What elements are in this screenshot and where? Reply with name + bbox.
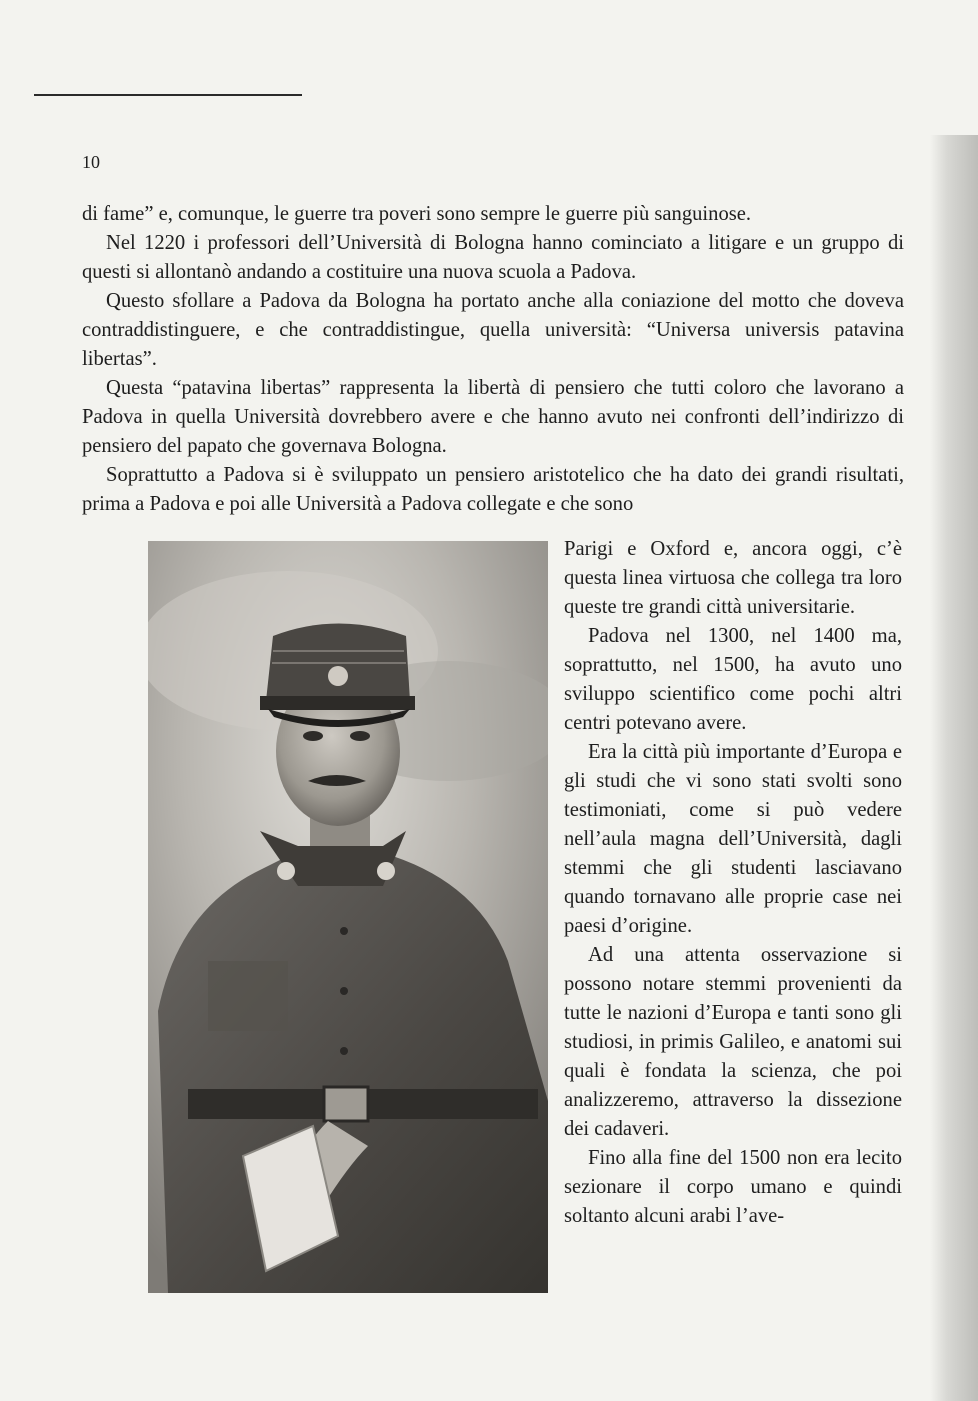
portrait-photo [148, 541, 548, 1293]
page-number: 10 [82, 152, 100, 172]
narrow-column-text [564, 535, 902, 1230]
paragraph: Questo sfollare a Padova da Bologna ha portato anche alla coniazione del motto che doveva contraddistinguere, e che contraddistingue, quella università: “Universa universis patavina libertas”. [82, 290, 904, 370]
paragraph: Fino alla fine del 1500 non era lecito sezionare il corpo umano e quindi soltanto alcuni arabi l’ave- [564, 1147, 902, 1227]
paragraph: Nel 1220 i professori dell’Università di Bologna hanno cominciato a litigare e un gruppo di questi si allontanò andando a costituire una nuova scuola a Padova. [82, 232, 904, 283]
page-shade [930, 135, 978, 1401]
paragraph: di fame” e, comunque, le guerre tra poveri sono sempre le guerre più sanguinose. [82, 203, 752, 225]
paragraph: Era la città più importante d’Europa e gli studi che vi sono stati svolti sono testimoniati, come si può vedere nell’aula magna dell’Università, dagli stemmi che gli studenti lasciavano quando tornavano alle proprie case nei paesi d’origine. [564, 741, 902, 937]
paragraph: Soprattutto a Padova si è sviluppato un pensiero aristotelico che ha dato dei grandi risultati, prima a Padova e poi alle Università a Padova collegate e che sono [82, 464, 904, 515]
full-width-text [82, 200, 904, 519]
paragraph: Questa “patavina libertas” rappresenta la libertà di pensiero che tutti coloro che lavorano a Padova in quella Università dovrebbero avere e che hanno avuto nei confronti dell’indirizzo di pensiero del papato che governava Bologna. [82, 377, 904, 457]
top-rule [34, 94, 302, 96]
paragraph: Ad una attenta osservazione si possono notare stemmi provenienti da tutte le nazioni d’Europa e tanti sono gli studiosi, in primis Galileo, e anatomi sui quali è fondata la scienza, che poi analizzeremo, attraverso la dissezione dei cadaveri. [564, 944, 902, 1140]
paragraph: Padova nel 1300, nel 1400 ma, soprattutto, nel 1500, ha avuto uno sviluppo scientifico come pochi altri centri potevano avere. [564, 625, 902, 734]
paragraph: Parigi e Oxford e, ancora oggi, c’è questa linea virtuosa che collega tra loro queste tre grandi città universitarie. [564, 538, 902, 618]
